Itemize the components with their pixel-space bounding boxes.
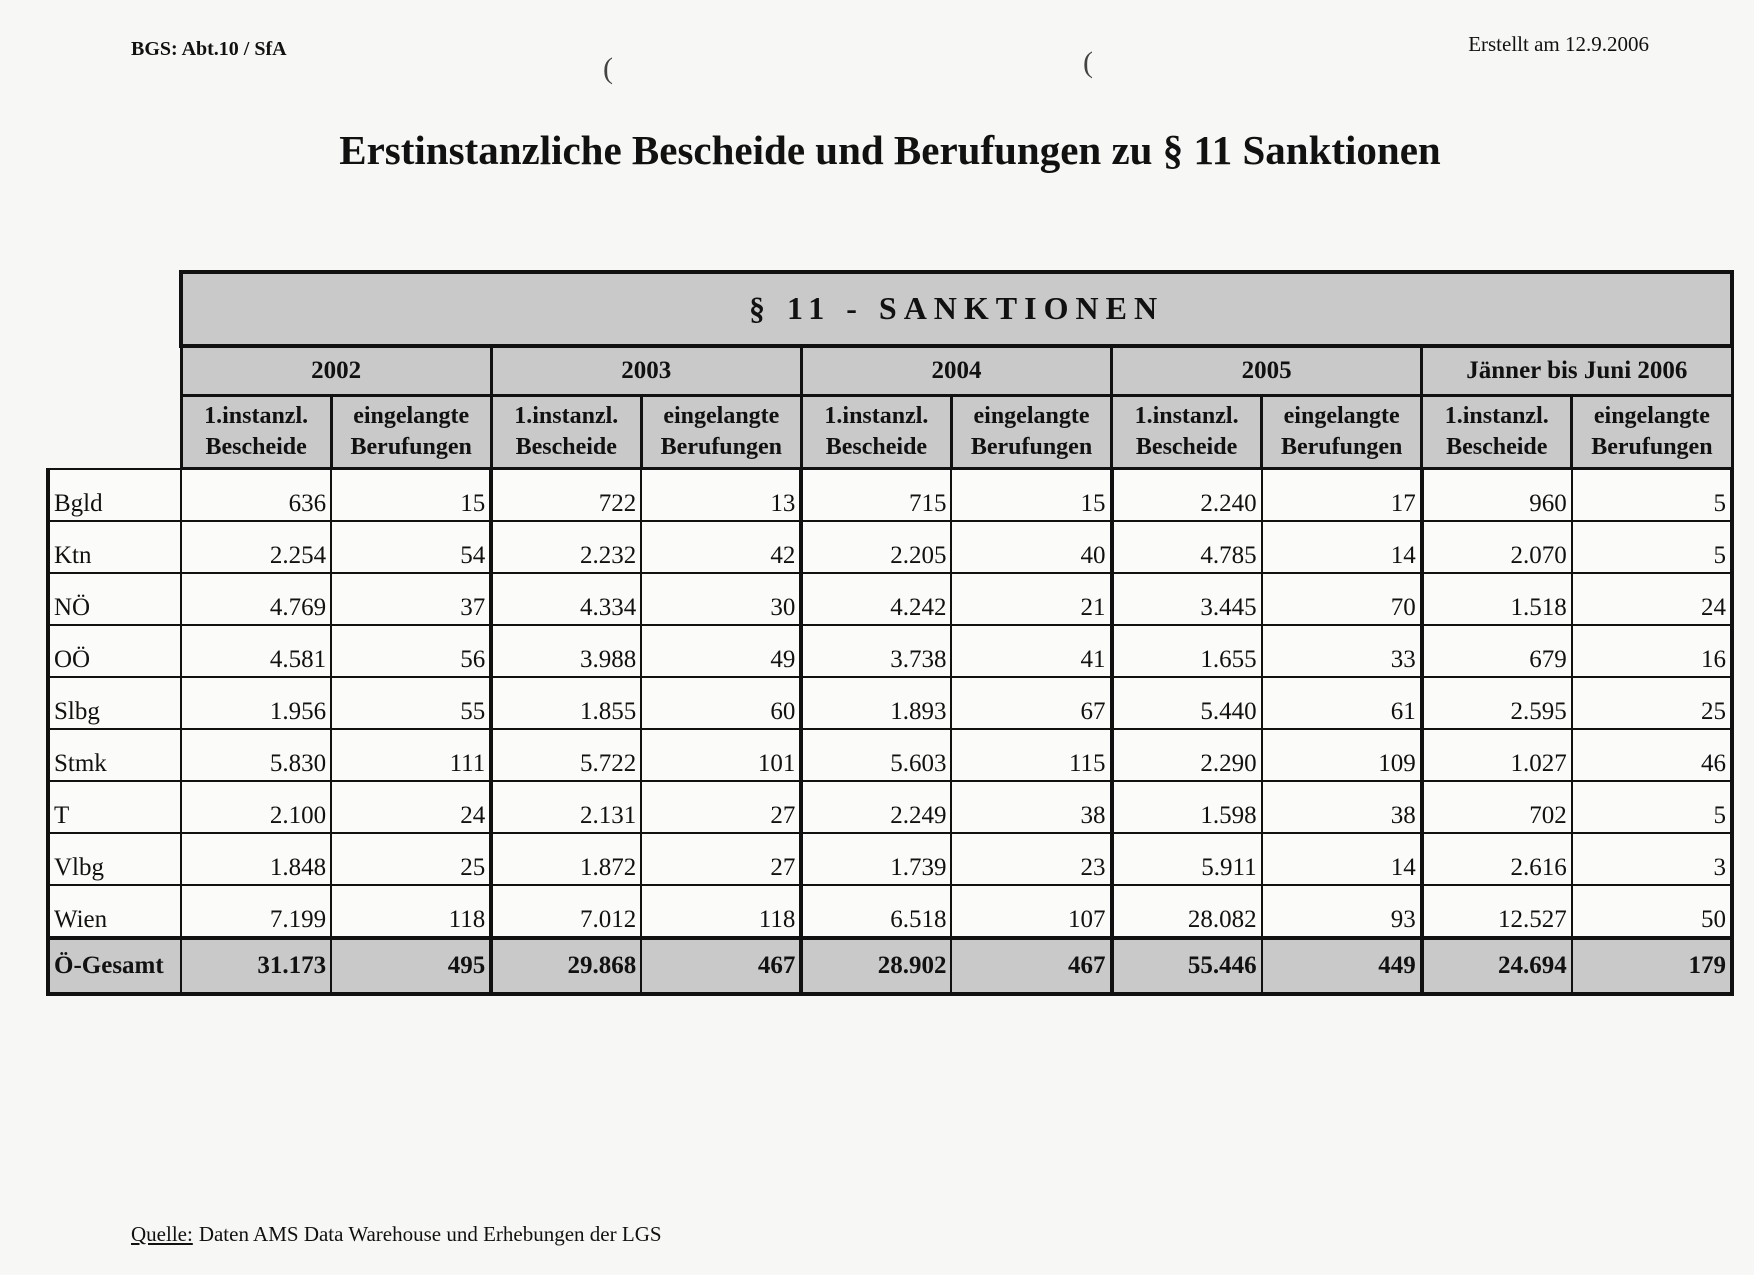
berufungen-cell: 93 [1262,885,1422,938]
table-row [48,781,1732,833]
berufungen-cell: 3 [1572,833,1732,885]
col-header-bescheide [491,396,641,469]
sub-header-line: Bescheide [1446,434,1548,460]
sub-header-line: Berufungen [970,434,1093,460]
sub-header-line: 1.instanzl. [1444,402,1549,429]
berufungen-cell: 467 [951,938,1111,994]
bescheide-cell: 2.070 [1422,521,1572,573]
region-label: Slbg [48,677,181,729]
berufungen-cell: 467 [641,938,801,994]
col-header-berufungen [641,396,801,469]
region-label: NÖ [48,573,181,625]
col-header-berufungen [951,396,1111,469]
berufungen-cell: 118 [641,885,801,938]
bescheide-cell: 3.738 [801,625,951,677]
table-row [48,729,1732,781]
department-label: BGS: Abt.10 / SfA [131,38,287,60]
bescheide-cell: 4.334 [491,573,641,625]
region-label: Stmk [48,729,181,781]
berufungen-cell: 21 [951,573,1111,625]
bescheide-cell: 1.598 [1112,781,1262,833]
bescheide-cell: 24.694 [1422,938,1572,994]
sub-header-line: 1.instanzl. [204,402,309,429]
berufungen-cell: 37 [331,573,491,625]
bescheide-cell: 2.290 [1112,729,1262,781]
bescheide-cell: 1.872 [491,833,641,885]
sub-header-line: 1.instanzl. [824,402,929,429]
region-label: Vlbg [48,833,181,885]
bescheide-cell: 702 [1422,781,1572,833]
berufungen-cell: 24 [331,781,491,833]
bescheide-cell: 2.249 [801,781,951,833]
berufungen-cell: 24 [1572,573,1732,625]
year-header: 2003 [491,346,801,396]
region-label: Ö-Gesamt [48,938,181,994]
berufungen-cell: 23 [951,833,1111,885]
berufungen-cell: 15 [331,469,491,522]
table-main-header: § 11 - SANKTIONEN [181,272,1732,346]
berufungen-cell: 115 [951,729,1111,781]
region-label: Wien [48,885,181,938]
bescheide-cell: 1.893 [801,677,951,729]
source-text: Daten AMS Data Warehouse und Erhebungen der LGS [198,1222,662,1246]
berufungen-cell: 16 [1572,625,1732,677]
berufungen-cell: 55 [331,677,491,729]
year-header: Jänner bis Juni 2006 [1422,346,1732,396]
table-row [48,677,1732,729]
table-row [48,833,1732,885]
berufungen-cell: 60 [641,677,801,729]
total-row [48,938,1732,994]
bescheide-cell: 4.785 [1112,521,1262,573]
bescheide-cell: 1.518 [1422,573,1572,625]
berufungen-cell: 179 [1572,938,1732,994]
bescheide-cell: 1.855 [491,677,641,729]
berufungen-cell: 5 [1572,521,1732,573]
bescheide-cell: 2.254 [181,521,331,573]
bescheide-cell: 6.518 [801,885,951,938]
berufungen-cell: 118 [331,885,491,938]
bescheide-cell: 31.173 [181,938,331,994]
berufungen-cell: 17 [1262,469,1422,522]
punch-hole-mark: ( [603,52,613,85]
created-date: Erstellt am 12.9.2006 [1468,32,1649,56]
bescheide-cell: 2.240 [1112,469,1262,522]
berufungen-cell: 14 [1262,833,1422,885]
table-row [48,625,1732,677]
sub-header-line: eingelangte [1593,402,1710,429]
bescheide-cell: 2.100 [181,781,331,833]
bescheide-cell: 636 [181,469,331,522]
berufungen-cell: 101 [641,729,801,781]
col-header-bescheide [1422,396,1572,469]
berufungen-cell: 70 [1262,573,1422,625]
bescheide-cell: 2.205 [801,521,951,573]
bescheide-cell: 1.956 [181,677,331,729]
berufungen-cell: 40 [951,521,1111,573]
berufungen-cell: 38 [1262,781,1422,833]
bescheide-cell: 5.830 [181,729,331,781]
page-title: Erstinstanzliche Bescheide und Berufungen zu § 11 Sanktionen [339,127,1441,173]
bescheide-cell: 715 [801,469,951,522]
bescheide-cell: 1.655 [1112,625,1262,677]
col-header-berufungen [331,396,491,469]
berufungen-cell: 61 [1262,677,1422,729]
bescheide-cell: 5.603 [801,729,951,781]
berufungen-cell: 56 [331,625,491,677]
bescheide-cell: 2.232 [491,521,641,573]
bescheide-cell: 29.868 [491,938,641,994]
sub-header-line: Bescheide [515,434,617,460]
bescheide-cell: 12.527 [1422,885,1572,938]
berufungen-cell: 5 [1572,781,1732,833]
berufungen-cell: 54 [331,521,491,573]
bescheide-cell: 1.739 [801,833,951,885]
bescheide-cell: 2.131 [491,781,641,833]
sub-header-line: Bescheide [205,434,307,460]
sub-header-line: Berufungen [1280,434,1403,460]
bescheide-cell: 5.911 [1112,833,1262,885]
sub-header-line: eingelangte [663,402,780,429]
bescheide-cell: 3.988 [491,625,641,677]
berufungen-cell: 49 [641,625,801,677]
bescheide-cell: 55.446 [1112,938,1262,994]
bescheide-cell: 5.440 [1112,677,1262,729]
bescheide-cell: 28.082 [1112,885,1262,938]
source-label: Quelle: [131,1222,193,1246]
bescheide-cell: 4.581 [181,625,331,677]
year-header: 2005 [1112,346,1422,396]
sub-header-line: Berufungen [660,434,783,460]
year-header: 2002 [181,346,491,396]
berufungen-cell: 25 [1572,677,1732,729]
bescheide-cell: 960 [1422,469,1572,522]
table-row [48,521,1732,573]
berufungen-cell: 27 [641,781,801,833]
sub-header-line: 1.instanzl. [1134,402,1239,429]
col-header-berufungen [1262,396,1422,469]
sub-header-line: eingelangte [1283,402,1400,429]
bescheide-cell: 1.027 [1422,729,1572,781]
sub-header-line: Berufungen [350,434,472,460]
berufungen-cell: 107 [951,885,1111,938]
berufungen-cell: 25 [331,833,491,885]
berufungen-cell: 41 [951,625,1111,677]
berufungen-cell: 449 [1262,938,1422,994]
bescheide-cell: 4.769 [181,573,331,625]
bescheide-cell: 4.242 [801,573,951,625]
bescheide-cell: 2.616 [1422,833,1572,885]
berufungen-cell: 42 [641,521,801,573]
region-label: T [48,781,181,833]
region-label: OÖ [48,625,181,677]
berufungen-cell: 5 [1572,469,1732,522]
bescheide-cell: 3.445 [1112,573,1262,625]
sub-header-line: Berufungen [1591,434,1713,460]
berufungen-cell: 15 [951,469,1111,522]
sub-header-line: Bescheide [1135,434,1238,460]
berufungen-cell: 67 [951,677,1111,729]
table-row [48,573,1732,625]
sub-header-line: Bescheide [825,434,928,460]
col-header-bescheide [1112,396,1262,469]
punch-hole-mark: ( [1083,46,1093,79]
bescheide-cell: 1.848 [181,833,331,885]
berufungen-cell: 14 [1262,521,1422,573]
bescheide-cell: 28.902 [801,938,951,994]
berufungen-cell: 109 [1262,729,1422,781]
bescheide-cell: 2.595 [1422,677,1572,729]
table-row [48,885,1732,938]
bescheide-cell: 722 [491,469,641,522]
col-header-bescheide [801,396,951,469]
berufungen-cell: 50 [1572,885,1732,938]
bescheide-cell: 7.012 [491,885,641,938]
sub-header-line: eingelangte [973,402,1090,429]
berufungen-cell: 27 [641,833,801,885]
berufungen-cell: 33 [1262,625,1422,677]
berufungen-cell: 46 [1572,729,1732,781]
sub-header-line: 1.instanzl. [514,402,619,429]
berufungen-cell: 495 [331,938,491,994]
berufungen-cell: 30 [641,573,801,625]
region-label: Bgld [48,469,181,522]
berufungen-cell: 38 [951,781,1111,833]
sanctions-table [46,270,1734,996]
region-label: Ktn [48,521,181,573]
berufungen-cell: 13 [641,469,801,522]
col-header-berufungen [1572,396,1732,469]
table-row [48,469,1732,522]
sub-header-line: eingelangte [353,402,470,429]
bescheide-cell: 7.199 [181,885,331,938]
source-note [131,1222,662,1247]
col-header-bescheide [181,396,331,469]
bescheide-cell: 679 [1422,625,1572,677]
bescheide-cell: 5.722 [491,729,641,781]
berufungen-cell: 111 [331,729,491,781]
year-header: 2004 [801,346,1111,396]
